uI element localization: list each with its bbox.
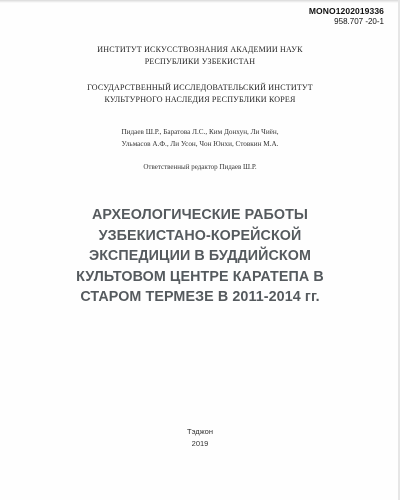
authors-line: Пидаев Ш.Р., Баратова Л.С., Ким Донхун, Ли Чиён, bbox=[121, 128, 279, 136]
institution-line: КУЛЬТУРНОГО НАСЛЕДИЯ РЕСПУБЛИКИ КОРЕЯ bbox=[104, 95, 296, 104]
publication-info bbox=[0, 426, 400, 450]
catalog-code: MONO1202019336 bbox=[308, 6, 384, 16]
responsible-editor: Ответственный редактор Пидаев Ш.Р. bbox=[143, 163, 257, 171]
institution-uzbekistan bbox=[0, 44, 400, 68]
authors-list bbox=[0, 126, 400, 150]
publication-year: 2019 bbox=[191, 439, 209, 448]
institution-korea bbox=[0, 82, 400, 106]
authors-line: Ульмасов А.Ф., Ли Усон, Чон Юнхи, Стовкин М.А. bbox=[121, 140, 279, 148]
institution-line: РЕСПУБЛИКИ УЗБЕКИСТАН bbox=[144, 57, 256, 66]
title-line: КУЛЬТОВОМ ЦЕНТРЕ КАРАТЕПА В bbox=[76, 268, 324, 285]
institution-line: ГОСУДАРСТВЕННЫЙ ИССЛЕДОВАТЕЛЬСКИЙ ИНСТИТУТ bbox=[87, 83, 313, 92]
catalog-number: 958.707 -20-1 bbox=[334, 17, 384, 26]
catalog-label bbox=[309, 6, 384, 26]
publication-city: Тэджон bbox=[187, 427, 213, 436]
book-title bbox=[0, 205, 400, 308]
institution-line: ИНСТИТУТ ИСКУССТВОЗНАНИЯ АКАДЕМИИ НАУК bbox=[97, 45, 303, 54]
title-line: УЗБЕКИСТАНО-КОРЕЙСКОЙ bbox=[98, 227, 302, 244]
title-line: АРХЕОЛОГИЧЕСКИЕ РАБОТЫ bbox=[91, 207, 309, 223]
title-line: ЭКСПЕДИЦИИ В БУДДИЙСКОМ bbox=[89, 248, 311, 264]
title-line: СТАРОМ ТЕРМЕЗЕ В 2011-2014 гг. bbox=[80, 289, 320, 305]
scan-edge-top bbox=[0, 0, 400, 3]
